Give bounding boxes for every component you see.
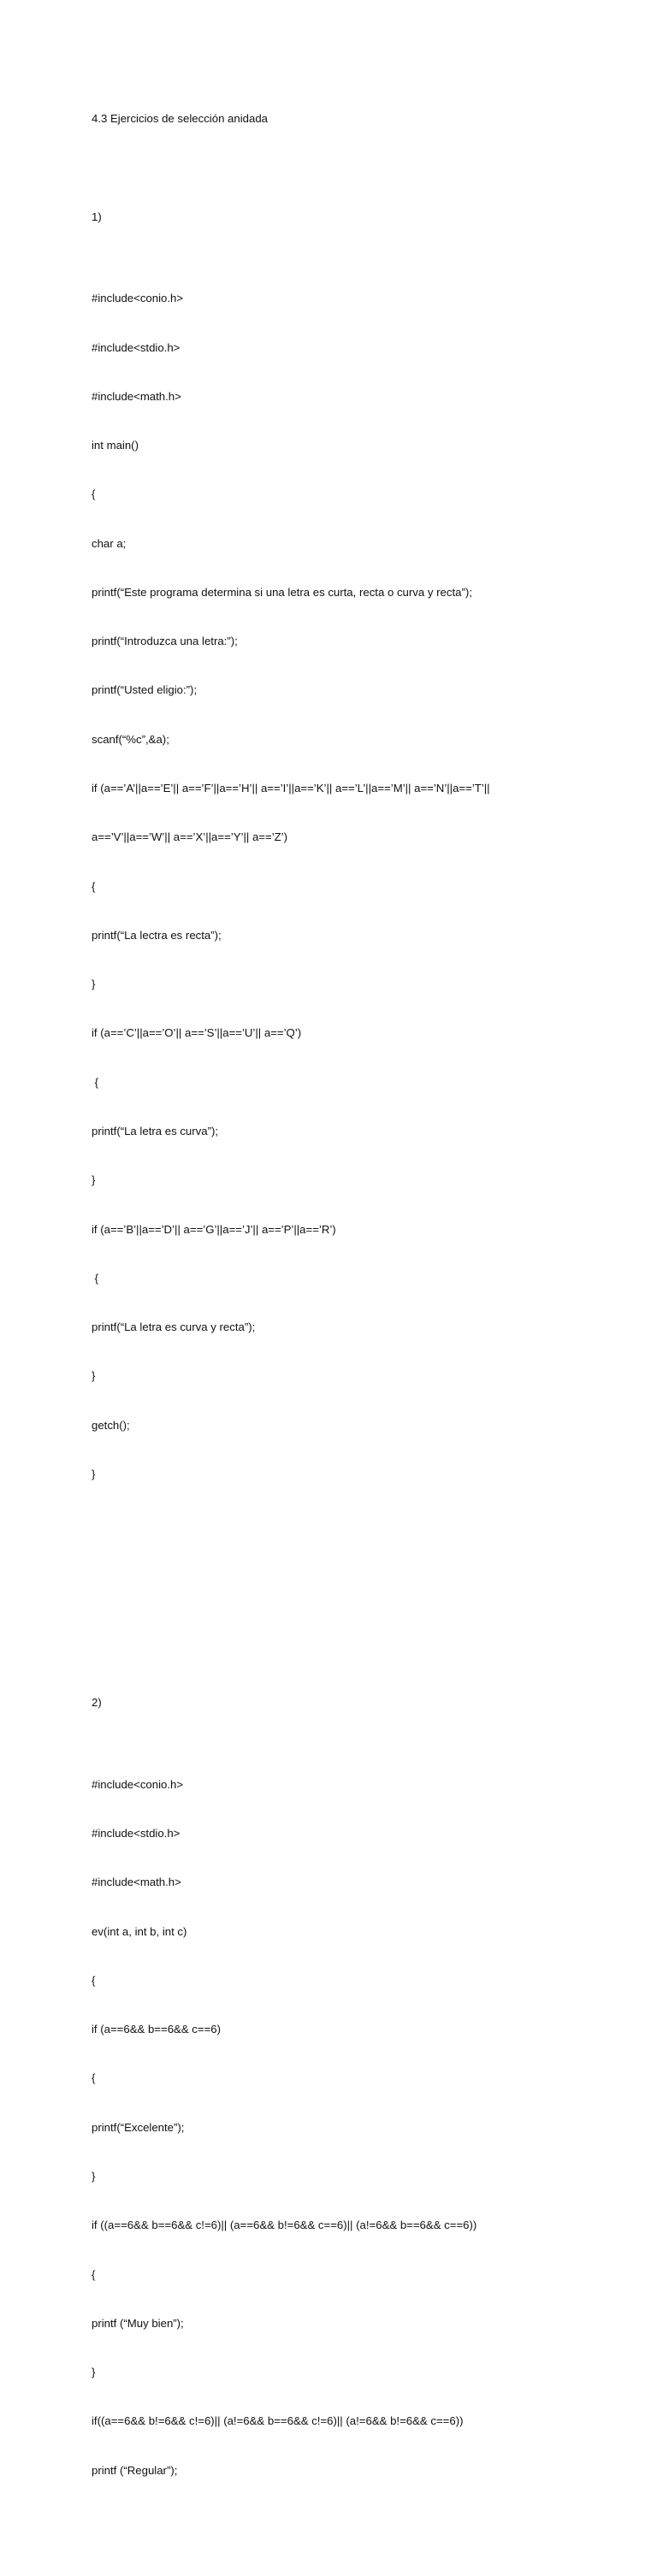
code-line: printf (“Muy bien”); (92, 2316, 184, 2330)
code-line: printf(“Introduzca una letra:”); (92, 635, 238, 648)
code-line: if (a==’C’||a==’O’|| a==’S’||a==’U’|| a==’Q’) (92, 1026, 302, 1040)
code-line: #include<math.h> (92, 389, 181, 403)
code-line: #include<stdio.h> (92, 340, 181, 354)
exercise-number: 1) (92, 210, 102, 223)
code-line: { (92, 2267, 96, 2281)
code-line: } (92, 978, 96, 991)
exercise-1 (92, 176, 605, 1548)
code-line: ev(int a, int b, int c) (92, 1924, 187, 1938)
code-line: if (a==6&& b==6&& c==6) (92, 2023, 222, 2036)
code-line: { (92, 1075, 99, 1089)
code-line: { (92, 879, 96, 893)
code-line: printf(“Usted eligio:”); (92, 683, 198, 697)
exercise-2 (92, 1662, 605, 2544)
code-line: } (92, 1173, 96, 1187)
code-line: printf(“La letra es curva y recta”); (92, 1320, 256, 1334)
code-block (92, 257, 605, 1515)
code-line: if (a==’B’||a==’D’|| a==’G’||a==’J’|| a==’P’||a==’R’) (92, 1222, 336, 1236)
code-block (92, 1744, 605, 2511)
code-line: a==’V’||a==’W’|| a==’X’||a==’Y’|| a==’Z’) (92, 830, 287, 844)
code-line: #include<stdio.h> (92, 1827, 181, 1840)
code-line: int main() (92, 439, 139, 452)
code-line: if((a==6&& b!=6&& c!=6)|| (a!=6&& b==6&& c!=6)|| (a!=6&& b!=6&& c==6)) (92, 2414, 464, 2428)
exercise-number: 2) (92, 1696, 102, 1710)
document-body (92, 78, 605, 2576)
code-line: } (92, 2366, 96, 2379)
code-line: { (92, 1973, 96, 1987)
code-line: } (92, 1467, 96, 1480)
code-line: printf(“La lectra es recta”); (92, 928, 222, 942)
code-line: { (92, 487, 96, 501)
code-line: char a; (92, 536, 127, 550)
section-heading: 4.3 Ejercicios de selección anidada (92, 112, 268, 126)
code-line: scanf(“%c”,&a); (92, 732, 169, 746)
code-line: { (92, 2071, 96, 2085)
code-line: #include<conio.h> (92, 1777, 184, 1791)
code-line: printf(“Excelente”); (92, 2120, 185, 2134)
code-line: if ((a==6&& b==6&& c!=6)|| (a==6&& b!=6&& c==6)|| (a!=6&& b==6&& c==6)) (92, 2219, 477, 2232)
code-line: } (92, 1369, 96, 1383)
code-line: #include<math.h> (92, 1876, 181, 1889)
code-line: printf (“Regular”); (92, 2463, 178, 2477)
code-line: #include<conio.h> (92, 292, 184, 305)
blank-line (92, 1597, 605, 1613)
code-line: printf(“La letra es curva”); (92, 1125, 219, 1137)
code-line: getch(); (92, 1418, 130, 1432)
code-line: { (92, 1271, 99, 1285)
code-line: printf(“Este programa determina si una letra es curta, recta o curva y recta”); (92, 585, 472, 599)
code-line: if (a==’A’||a==’E’|| a==’F’||a==’H’|| a==’I’||a==’K’|| a==’L’||a==’M’|| a==’N’||a==’T’|| (92, 782, 490, 795)
code-line: } (92, 2170, 96, 2183)
